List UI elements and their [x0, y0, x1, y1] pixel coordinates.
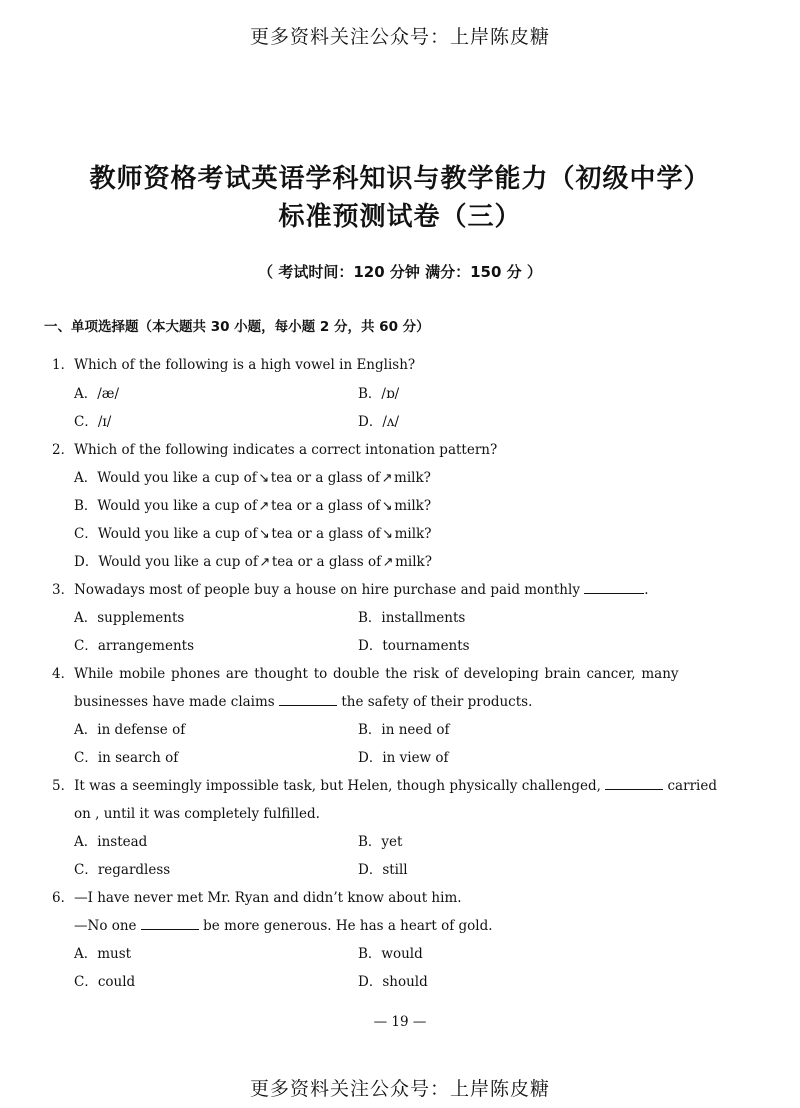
question-1-option-b: B．/ɒ/ — [358, 386, 400, 402]
question-3-stem — [52, 581, 649, 599]
question-4-stem-line2 — [74, 693, 532, 711]
option-text-middle: tea or a glass of — [271, 554, 382, 570]
option-letter: D． — [74, 554, 99, 570]
question-4-option-c: C．in search of — [74, 750, 179, 766]
question-6-option-b: B．would — [358, 946, 423, 962]
option-letter: A． — [74, 470, 98, 486]
stem-text-end: the safety of their products. — [341, 694, 533, 710]
answer-blank — [141, 917, 199, 930]
answer-blank — [584, 581, 644, 594]
question-2-stem: 2．Which of the following indicates a correct intonation pattern? — [52, 442, 498, 458]
rising-tone-icon: ↗ — [382, 555, 394, 570]
stem-text-end: be more generous. He has a heart of gold. — [203, 918, 493, 934]
exam-info: （ 考试时间：120 分钟 满分：150 分 ） — [258, 263, 542, 281]
rising-tone-icon: ↗ — [381, 471, 393, 486]
question-5-option-b: B．yet — [358, 834, 403, 850]
exam-title-line2: 标准预测试卷（三） — [278, 202, 522, 232]
option-text-middle: tea or a glass of — [270, 498, 381, 514]
question-1-option-a: A．/æ/ — [74, 386, 120, 402]
question-3-option-c: C．arrangements — [74, 638, 194, 654]
option-letter: C． — [74, 526, 98, 542]
option-text-prefix: Would you like a cup of — [97, 470, 257, 486]
question-6-option-c: C．could — [74, 974, 136, 990]
answer-blank — [279, 693, 337, 706]
question-4-option-b: B．in need of — [358, 722, 450, 738]
question-2-option-a — [74, 469, 431, 488]
section-heading: 一、单项选择题（本大题共 30 小题，每小题 2 分，共 60 分） — [44, 319, 430, 335]
option-text-prefix: Would you like a cup of — [97, 526, 258, 542]
option-text-suffix: milk? — [394, 470, 431, 486]
option-text-middle: tea or a glass of — [270, 470, 381, 486]
question-2-option-d — [74, 553, 432, 572]
question-4-option-d: D．in view of — [358, 750, 449, 766]
rising-tone-icon: ↗ — [259, 555, 271, 570]
stem-text-end: carried — [667, 778, 717, 794]
rising-tone-icon: ↗ — [258, 499, 270, 514]
falling-tone-icon: ↘ — [381, 499, 393, 514]
question-6-stem-line1: 6．—I have never met Mr. Ryan and didn’t know about him. — [52, 890, 462, 906]
question-2-option-b — [74, 497, 431, 516]
option-text-prefix: Would you like a cup of — [98, 554, 258, 570]
question-1-option-d: D．/ʌ/ — [358, 414, 400, 430]
question-6-option-d: D．should — [358, 974, 428, 990]
question-3-option-d: D．tournaments — [358, 638, 470, 654]
top-banner: 更多资料关注公众号：上岸陈皮糖 — [249, 26, 550, 48]
exam-title-line1: 教师资格考试英语学科知识与教学能力（初级中学） — [89, 164, 711, 194]
option-text-suffix: milk? — [395, 554, 432, 570]
question-5-stem-line2: on , until it was completely fulfilled. — [74, 806, 320, 822]
falling-tone-icon: ↘ — [258, 527, 270, 542]
bottom-banner: 更多资料关注公众号：上岸陈皮糖 — [249, 1078, 550, 1100]
falling-tone-icon: ↘ — [382, 527, 394, 542]
option-text-prefix: Would you like a cup of — [97, 498, 257, 514]
option-text-suffix: milk? — [394, 526, 432, 542]
question-5-option-c: C．regardless — [74, 862, 171, 878]
question-4-stem-line1: 4．While mobile phones are thought to double the risk of developing brain cancer, many — [52, 666, 679, 682]
stem-text-end: . — [644, 582, 649, 598]
question-1-option-c: C．/ɪ/ — [74, 414, 112, 430]
question-4-option-a: A．in defense of — [74, 722, 186, 738]
question-6-stem-line2 — [74, 917, 493, 935]
question-5-option-a: A．instead — [74, 834, 148, 850]
question-2-option-c — [74, 525, 431, 544]
question-6-option-a: A．must — [74, 946, 132, 962]
question-5-option-d: D．still — [358, 862, 408, 878]
option-text-middle: tea or a glass of — [271, 526, 381, 542]
answer-blank — [605, 777, 663, 790]
stem-text: 5．It was a seemingly impossible task, but Helen, though physically challenged, — [52, 778, 601, 794]
falling-tone-icon: ↘ — [258, 471, 270, 486]
option-letter: B． — [74, 498, 98, 514]
question-3-option-b: B．installments — [358, 610, 466, 626]
stem-text: businesses have made claims — [74, 694, 275, 710]
question-5-stem-line1 — [52, 777, 717, 795]
question-3-option-a: A．supplements — [74, 610, 185, 626]
option-text-suffix: milk? — [394, 498, 432, 514]
stem-text: —No one — [74, 918, 137, 934]
page-number: — 19 — — [373, 1014, 427, 1030]
question-1-stem: 1．Which of the following is a high vowel in English? — [52, 357, 416, 373]
stem-text: 3．Nowadays most of people buy a house on hire purchase and paid monthly — [52, 582, 580, 598]
